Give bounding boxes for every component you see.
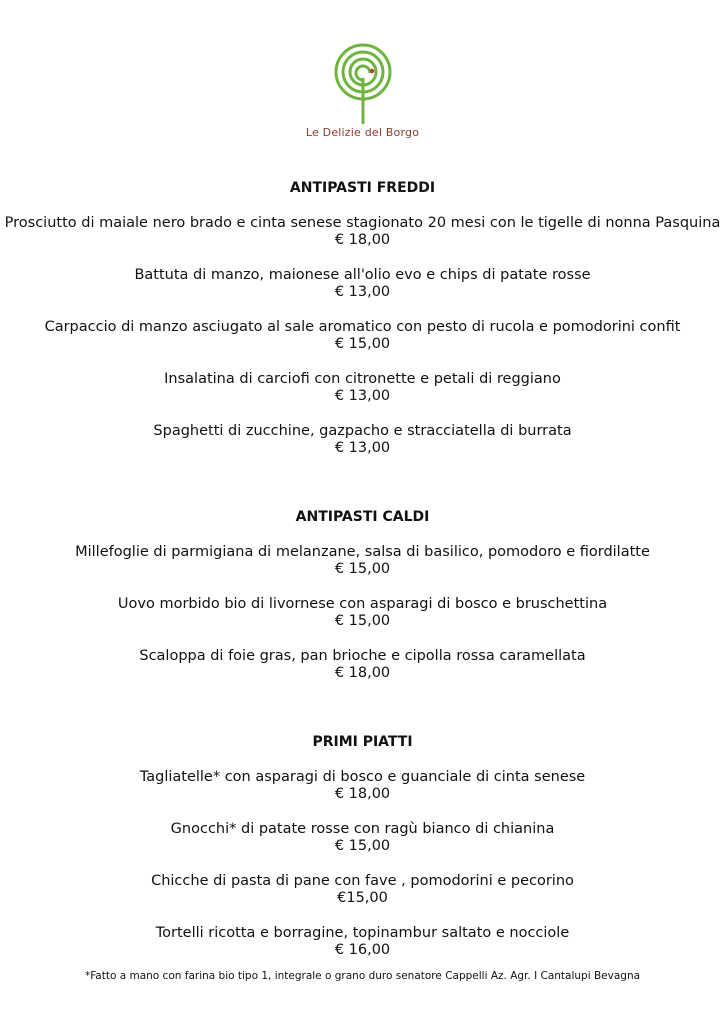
footnote: *Fatto a mano con farina bio tipo 1, integrale o grano duro senatore Cappelli Az. Agr. I Cantalupi Bevagna xyxy=(84,970,641,982)
menu-item xyxy=(0,768,725,820)
menu-item xyxy=(0,595,725,647)
menu-section xyxy=(0,178,725,474)
tree-spiral-icon xyxy=(328,42,398,124)
dish-price: € 18,00 xyxy=(334,665,391,681)
dish-price: € 15,00 xyxy=(334,561,391,577)
menu-item xyxy=(0,872,725,924)
dish-price: € 13,00 xyxy=(334,284,391,300)
menu-section xyxy=(0,732,725,976)
dish-price: € 18,00 xyxy=(334,786,391,802)
dish-price: € 15,00 xyxy=(334,613,391,629)
dish-price: € 16,00 xyxy=(334,942,391,958)
dish-price: € 15,00 xyxy=(334,838,391,854)
menu-item xyxy=(0,318,725,370)
dish-name: Spaghetti di zucchine, gazpacho e stracciatella di burrata xyxy=(153,423,572,439)
menu-item xyxy=(0,820,725,872)
dish-name: Gnocchi* di patate rosse con ragù bianco di chianina xyxy=(170,821,555,837)
restaurant-logo xyxy=(300,42,425,147)
menu xyxy=(0,178,725,1009)
dish-name: Tagliatelle* con asparagi di bosco e guanciale di cinta senese xyxy=(139,769,586,785)
section-title: ANTIPASTI CALDI xyxy=(295,509,430,525)
menu-item xyxy=(0,543,725,595)
dish-price: € 13,00 xyxy=(334,440,391,456)
menu-item xyxy=(0,266,725,318)
dish-name: Chicche di pasta di pane con fave , pomodorini e pecorino xyxy=(151,873,574,889)
dish-name: Millefoglie di parmigiana di melanzane, salsa di basilico, pomodoro e fiordilatte xyxy=(75,544,650,560)
dish-price: € 18,00 xyxy=(334,232,391,248)
dish-name: Carpaccio di manzo asciugato al sale aromatico con pesto di rucola e pomodorini confit xyxy=(44,319,681,335)
section-title: PRIMI PIATTI xyxy=(312,734,413,750)
dish-name: Uovo morbido bio di livornese con asparagi di bosco e bruschettina xyxy=(117,596,608,612)
dish-name: Insalatina di carciofi con citronette e petali di reggiano xyxy=(164,371,561,387)
menu-item xyxy=(0,647,725,699)
dish-name: Prosciutto di maiale nero brado e cinta senese stagionato 20 mesi con le tigelle di nonna Pasquina xyxy=(4,215,721,231)
dish-price: € 15,00 xyxy=(334,336,391,352)
menu-item xyxy=(0,422,725,474)
dish-name: Scaloppa di foie gras, pan brioche e cipolla rossa caramellata xyxy=(139,648,586,664)
menu-section xyxy=(0,507,725,699)
section-title: ANTIPASTI FREDDI xyxy=(289,180,436,196)
menu-item xyxy=(0,370,725,422)
menu-item xyxy=(0,924,725,976)
dish-name: Tortelli ricotta e borragine, topinambur saltato e nocciole xyxy=(155,925,570,941)
menu-item xyxy=(0,214,725,266)
dish-price: €15,00 xyxy=(337,890,388,906)
dish-price: € 13,00 xyxy=(334,388,391,404)
logo-text: Le Delizie del Borgo xyxy=(305,126,420,139)
dish-name: Battuta di manzo, maionese all'olio evo e chips di patate rosse xyxy=(134,267,591,283)
